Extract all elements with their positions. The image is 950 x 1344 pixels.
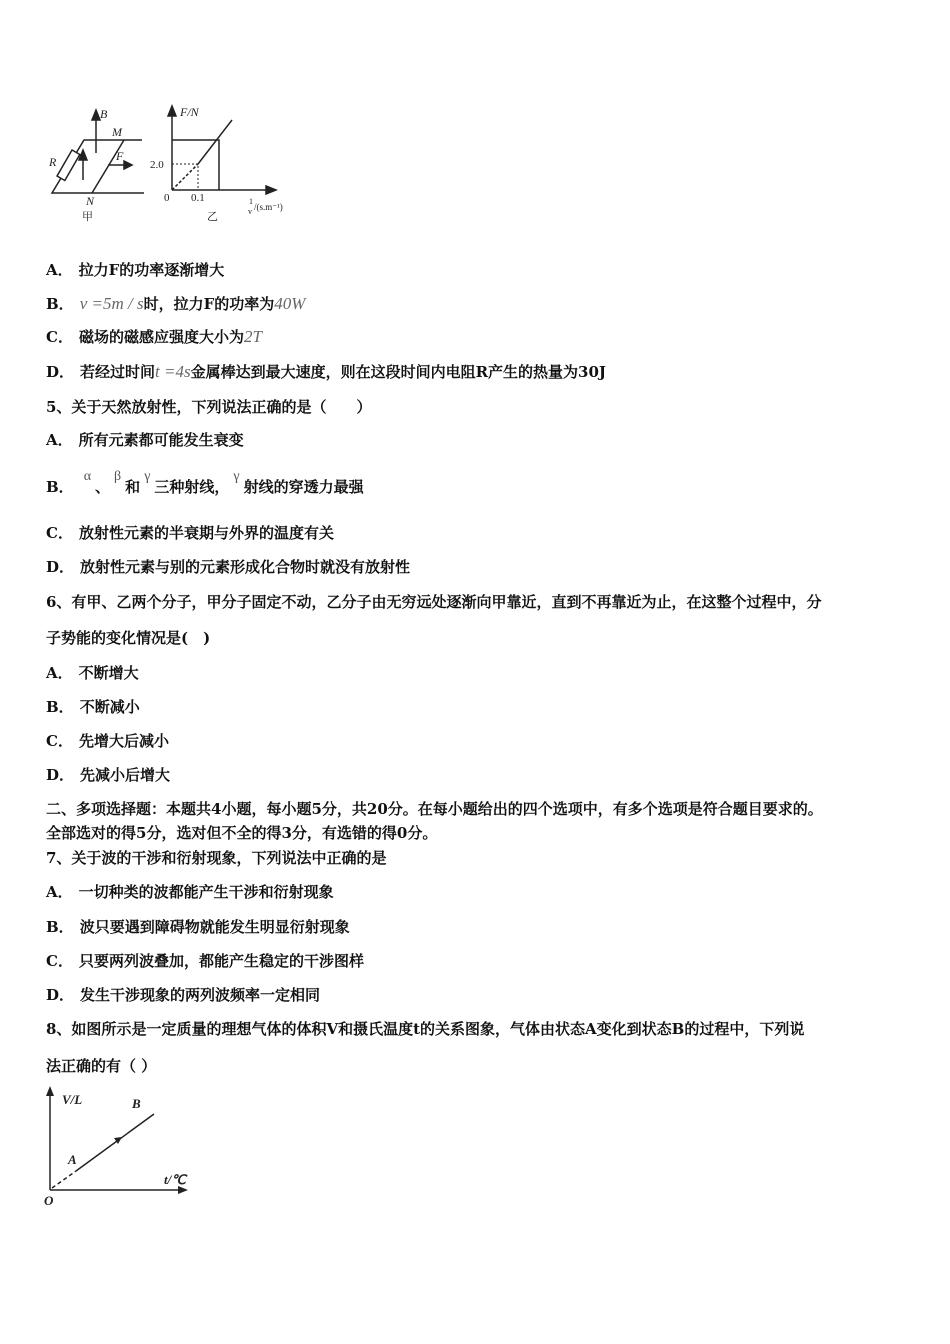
figure-volume-temperature-graph [38,1084,198,1210]
q8-stem-line2: 法正确的有（ ） [46,1057,157,1075]
option-text: 若经过时间 [80,363,156,381]
label-M: M [112,125,122,139]
q8-stem-line1: 8、如图所示是一定质量的理想气体的体积V和摄氏温度t的关系图象，气体由状态A变化到状态B的过程中，下列说 [46,1020,805,1038]
option-label: B． [46,478,74,496]
option-label: C． [46,328,73,346]
option-text: 先增大后减小 [78,732,169,750]
option-text: 一切种类的波都能产生干涉和衍射现象 [78,883,334,901]
gamma-symbol: γ [233,469,240,484]
state-a-label: A [68,1152,77,1167]
q5-option-c [46,523,334,543]
option-label: C． [46,952,73,970]
graph-ytick: 2.0 [150,159,164,171]
q4-option-a [46,260,224,280]
q7-option-b [46,917,350,937]
graph-origin: O [44,1193,54,1208]
option-text: 时，拉力F的功率为 [143,295,275,313]
q5-stem: 5、关于天然放射性，下列说法正确的是（ ） [46,398,372,416]
option-text: 波只要遇到障碍物就能发生明显衍射现象 [79,918,350,936]
q6-option-a [46,663,139,683]
graph-xlabel-unit: /(s.m⁻¹) [254,202,283,212]
q7-stem: 7、关于波的干涉和衍射现象，下列说法中正确的是 [46,849,387,867]
graph-xlabel-num: 1 [249,197,253,206]
q5-option-d [46,557,410,577]
math-field: 2T [243,327,262,346]
q5-option-b [46,469,364,499]
option-text: 发生干涉现象的两列波频率一定相同 [80,986,321,1004]
q7-option-c [46,951,364,971]
section2-heading-line2: 全部选对的得5分，选对但不全的得3分，有选错的得0分。 [46,824,438,842]
math-velocity: v =5m / s [79,294,144,313]
graph-xlabel-den: v [248,207,252,216]
option-label: C． [46,524,73,542]
q5-option-a [46,430,244,450]
q4-option-c [46,327,262,347]
q6-stem-line2: 子势能的变化情况是( ) [46,629,211,647]
q7-option-a [46,882,334,902]
option-label: C． [46,732,73,750]
graph-ylabel: F/N [180,105,199,119]
caption-jia: 甲 [82,211,93,223]
option-label: A． [46,883,73,901]
option-text: 金属棒达到最大速度，则在这段时间内电阻R产生的热量为30J [190,363,607,381]
q6-option-b [46,697,140,717]
q6-stem-line1: 6、有甲、乙两个分子，甲分子固定不动，乙分子由无穷远处逐渐向甲靠近，直到不再靠近为止，在这整个过程中，分 [46,593,822,611]
option-text: 不断减小 [79,698,140,716]
option-label: D． [46,558,75,576]
option-label: A． [46,261,73,279]
alpha-symbol: α [83,469,92,484]
math-power: 40W [274,294,306,313]
graph-xtick: 0.1 [191,192,205,204]
q6-option-c [46,731,169,751]
option-label: B． [46,698,74,716]
option-label: B． [46,295,74,313]
label-N: N [86,194,95,208]
separator: 、 [95,478,111,496]
option-label: A． [46,664,73,682]
figure-rail-and-graph [44,98,314,233]
q4-option-d [46,362,606,382]
separator: 和 [125,478,141,496]
option-label: A． [46,431,73,449]
graph-xlabel: t/℃ [164,1172,186,1187]
q4-option-b [46,294,305,314]
gamma-symbol: γ [144,469,151,484]
section2-heading-line1: 二、多项选择题：本题共4小题，每小题5分，共20分。在每小题给出的四个选项中，有多个选项是符合题目要求的。 [46,800,823,818]
option-label: D． [46,986,75,1004]
q7-option-d [46,985,320,1005]
option-text: 只要两列波叠加，都能产生稳定的干涉图样 [78,952,364,970]
option-text: 拉力F的功率逐渐增大 [78,261,225,279]
option-text: 所有元素都可能发生衰变 [78,431,244,449]
option-text: 先减小后增大 [80,766,171,784]
option-text: 射线的穿透力最强 [243,478,364,496]
option-label: D． [46,363,75,381]
option-label: D． [46,766,75,784]
graph-origin: 0 [164,192,170,204]
state-b-label: B [132,1096,141,1111]
option-text: 放射性元素与别的元素形成化合物时就没有放射性 [80,558,411,576]
beta-symbol: β [114,469,122,484]
option-text: 三种射线， [154,478,230,496]
option-text: 放射性元素的半衰期与外界的温度有关 [78,524,334,542]
label-B: B [100,107,108,121]
option-text: 不断增大 [78,664,139,682]
option-text: 磁场的磁感应强度大小为 [78,328,244,346]
q6-option-d [46,765,170,785]
graph-ylabel: V/L [62,1092,83,1107]
caption-yi: 乙 [207,211,218,223]
option-label: B． [46,918,74,936]
label-R: R [49,155,57,169]
math-time: t =4s [155,362,191,381]
label-F: F [116,149,124,163]
